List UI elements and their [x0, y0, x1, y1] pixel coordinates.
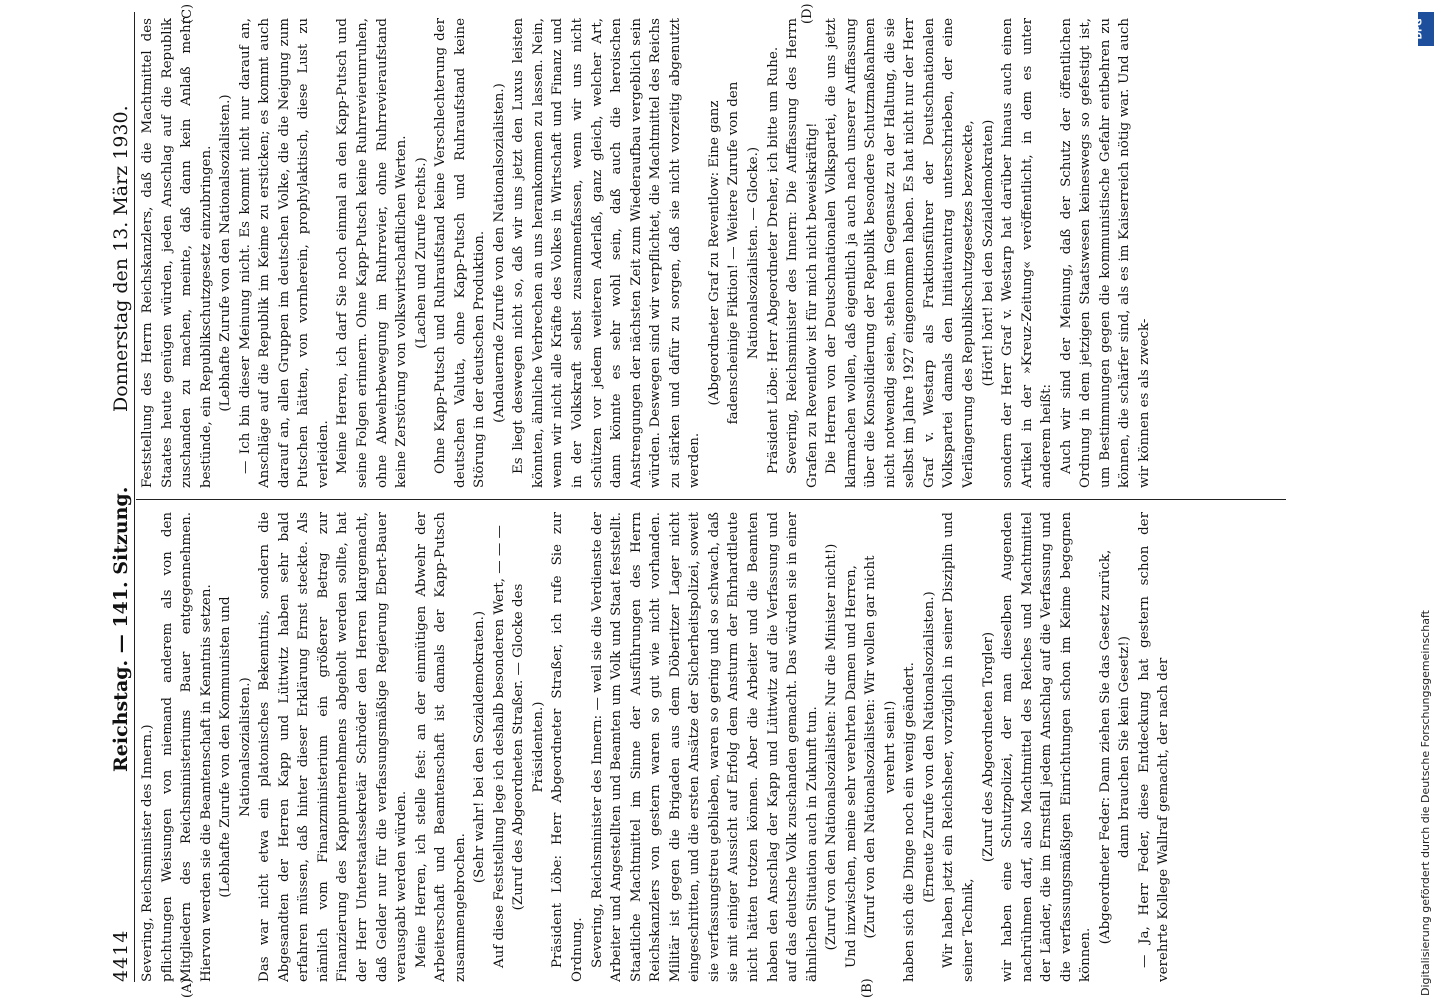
interjection: (Zuruf des Abgeordneten Torgler) [980, 631, 996, 863]
paragraph: Ohne Kapp-Putsch und Ruhraufstand keine Verschlechterung der deutschen Valuta, ohne Kapp-Putsch und Ruhraufstand keine Störung in der deutschen Produktion. [433, 18, 488, 488]
paragraph: — Ich bin dieser Meinung nicht. Es kommt nicht nur darauf an, Anschläge auf die Republik im Keime zu ersticken; es kommt auch darauf an, allen Gruppen im deutschen Volke, die die Neigung zum Putschen hätten, von vornherein, prophylaktisch, diese Lust zu verleiden. [237, 18, 331, 488]
interjection: (Andauernde Zurufe von den Nationalsozialisten.) [491, 83, 507, 423]
interjection: (Lachen und Zurufe rechts.) [413, 157, 429, 349]
paragraph: pflichtungen Weisungen von niemand anderem als von den Mitgliedern des Reichsministeriums Bauer entgegennehmen. Hiervon werden sie die Beamtenschaft in Kenntnis setzen. [159, 512, 214, 982]
paragraph: Wir haben jetzt ein Reichsheer, vorzüglich in seiner Disziplin und seiner Technik, [941, 512, 976, 982]
paragraph: wir haben eine Schutzpolizei, der man dieselben Augenden nachrühmen darf, also Machtmittel des Reiches und Machtmittel der Länder, die im Ernstfall jedem Anschlag auf die Verfassung und die verfassungsmäßigen Einrichtungen schon im Keime begegnen können. [1000, 512, 1094, 982]
paragraph: haben sich die Dinge noch ein wenig geändert. [902, 662, 918, 982]
column-divider [136, 499, 1286, 500]
paragraph: Severing, Reichsminister des Innern.) [140, 724, 155, 982]
paragraph: Severing, Reichsminister des Innern: — weil sie die Verdienste der Arbeiter und Angestellten und Beamten um Volk und Staat feststellt. Staatliche Machtmittel im Sinne der Ausführungen des Herrn Reichskanzlers von gestern waren so gut wie nicht vorhanden. Militär ist gegen die Brigaden aus dem Döberitzer Lager nicht eingeschritten, und die ersten Ansätze der Sicherheitspolizei, soweit sie verfassungstreu geblieben, waren so gering und so schwach, daß sie mit einiger Aussicht auf Erfolg dem Ansturm der Ehrhardtleute nicht hätten trotzen können. Aber die Arbeiter und die Beamten haben den Anschlag der Kapp und Lüttwitz auf die Verfassung und auf das deutsche Volk zuschanden gemacht. Das würden sie in einer ähnlichen Situation auch in Zukunft tun. [589, 512, 820, 982]
right-column [138, 18, 1278, 488]
margin-marker-a: (A) [180, 978, 195, 998]
paragraph: Severing, Reichsminister des Innern: Die Auffassung des Herrn Grafen zu Reventlow ist für mich nicht beweiskräftig! [785, 18, 820, 488]
session-date: Donnerstag den 13. März 1930. [110, 105, 132, 412]
paragraph: Präsident Löbe: Herr Abgeordneter Straßer, ich rufe Sie zur Ordnung. [550, 512, 586, 982]
dfg-logo-icon: DFG [1418, 12, 1434, 46]
interjection: (Zuruf von den Nationalsozialisten: Nur die Minister nicht!) [824, 543, 840, 951]
paragraph: Präsident Löbe: Herr Abgeordneter Dreher, ich bitte um Ruhe. [765, 46, 781, 474]
paragraph: — Ja, Herr Feder, diese Entdeckung hat gestern schon der verehrte Kollege Wallraf gemacht, der nach der [1136, 512, 1172, 982]
interjection: (Lebhafte Zurufe von den Nationalsozialisten.) [218, 94, 234, 412]
page-title: Reichstag. — 141. Sitzung. [110, 486, 132, 772]
paragraph: Meine Herren, ich stelle fest: an der einmütigen Abwehr der Arbeiterschaft und Beamtenschaft ist damals der Kapp-Putsch zusammengebrochen. [413, 512, 468, 982]
interjection: (Zuruf von den Nationalsozialisten: Wir wollen gar nicht verehrt sein!) [863, 555, 898, 939]
interjection: (Erneute Zurufe von den Nationalsozialisten.) [921, 591, 937, 903]
margin-marker-c: (C) [180, 3, 195, 24]
paragraph: Die Herren von der Deutschnationalen Volkspartei, die uns jetzt klarmachen wollen, daß eigentlich ja auch nach unserer Auffassung über die Konsolidierung der Republik besondere Schutzmaßnahmen nicht notwendig seien, stehen im Gegensatz zu der Haltung, die sie selbst im Jahre 1927 eingenommen haben. Es hat nicht nur der Herr Graf v. Westarp als Fraktionsführer der Deutschnationalen Volkspartei damals den Initiativantrag unterschrieben, der eine Verlängerung des Republikschutzgesetzes bezweckte, [824, 18, 976, 488]
paragraph: Das war nicht etwa ein platonisches Bekenntnis, sondern die Abgesandten der Herren Kapp und Lüttwitz haben sehr bald erfahren müssen, daß hinter dieser Erklärung Ernst steckte. Als nämlich vom Finanzministerium ein größerer Betrag zur Finanzierung des Kappunternehmens abgeholt werden sollte, hat der Herr Unterstaatssekretär Schröder den Herren klargemacht, daß Gelder nur für die verfassungsmäßige Regierung Ebert-Bauer verausgabt werden würden. [257, 512, 410, 982]
margin-marker-d: (D) [800, 3, 815, 24]
interjection: (Abgeordneter Feder: Dann ziehen Sie das Gesetz zurück, dann brauchen Sie kein Gesetz!) [1097, 549, 1133, 945]
rotated-scan-page [100, 0, 1400, 1000]
paragraph: Und inzwischen, meine sehr verehrten Damen und Herren, [843, 565, 859, 968]
left-column [138, 512, 1278, 982]
interjection: (Hört! hört! bei den Sozialdemokraten) [980, 119, 996, 387]
page-header [104, 12, 135, 982]
paragraph: sondern der Herr Graf v. Westarp hat darüber hinaus auch einen Artikel in der »Kreuz-Zeitung« veröffentlicht, in dem es unter anderem heißt: [1000, 18, 1055, 488]
paragraph: Meine Herren, ich darf Sie noch einmal an den Kapp-Putsch und seine Folgen erinnern. Ohne Kapp-Putsch keine Ruhrrevierunruhen, ohne Abwehrbewegung im Ruhrrevier, ohne Ruhrrevieraufstand keine Zerstörung von volkswirtschaftlichen Werten. [335, 18, 410, 488]
paragraph: Feststellung des Herrn Reichskanzlers, daß die Machtmittel des Staates heute genügen würden, jeden Anschlag auf die Republik zuschanden zu machen, meinte, daß dann kein Anlaß mehr bestünde, ein Republikschutzgesetz einzubringen. [140, 18, 214, 488]
page-number: 4414 [110, 929, 132, 982]
interjection: (Abgeordneter Graf zu Reventlow: Eine ganz fadenscheinige Fiktion! — Weitere Zurufe von den Nationalsozialisten. — Glocke.) [706, 81, 761, 425]
interjection: (Sehr wahr! bei den Sozialdemokraten.) [472, 610, 488, 884]
interjection: (Lebhafte Zurufe von den Kommunisten und Nationalsozialisten.) [218, 596, 253, 898]
paragraph: Es liegt deswegen nicht so, daß wir uns jetzt den Luxus leisten könnten, ähnliche Verbrechen an uns herankommen zu lassen. Nein, wenn wir nicht alle Kräfte des Volkes in Wirtschaft und Finanz und in der Volkskraft selbst zusammenfassen, wenn wir uns nicht schützen vor jedem weiteren Aderlaß, ganz gleich, welcher Art, dann könnte es sehr wohl sein, daß auch die heroischen Anstrengungen der nächsten Zeit zum Wiederaufbau vergeblich sein würden. Deswegen sind wir verpflichtet, die Machtmittel des Reichs zu stärken und dafür zu sorgen, daß sie nicht vorzeitig abgenutzt werden. [511, 18, 703, 488]
interjection: (Zuruf des Abgeordneten Straßer. — Glocke des Präsidenten.) [511, 583, 546, 911]
margin-marker-b: (B) [860, 978, 875, 998]
newspaper-page [100, 0, 1295, 1000]
watermark-text: Digitalisierung gefördert durch die Deutsche Forschungsgemeinschaft [1419, 610, 1432, 996]
digitization-watermark [1416, 6, 1434, 996]
paragraph: Auf diese Feststellung lege ich deshalb besonderen Wert, — — — [491, 525, 507, 968]
paragraph: Auch wir sind der Meinung, daß der Schutz der öffentlichen Ordnung in dem jetzigen Staatswesen keineswegs so gefestigt ist, um Bestimmungen gegen die kommunistische Gefahr entbehren zu können, die schärfer sind, als es im Kaiserreich nötig war. Und auch wir können es als zweck- [1058, 18, 1152, 488]
